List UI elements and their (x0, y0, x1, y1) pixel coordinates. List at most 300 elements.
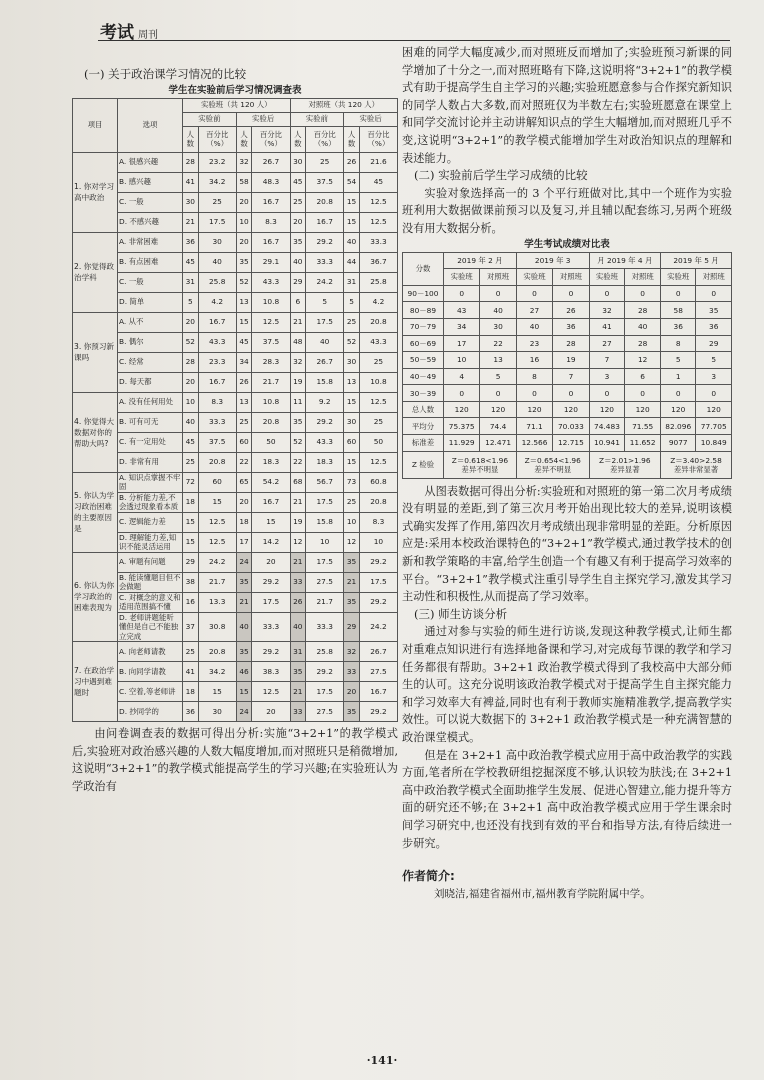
value-cell: 29 (344, 612, 360, 642)
row-label-cell: 30－39 (403, 385, 444, 402)
value-cell: 26 (236, 372, 252, 392)
value-cell: 33.3 (198, 412, 236, 432)
value-cell: 25 (359, 412, 397, 432)
table-row (403, 285, 732, 302)
value-cell: 15 (252, 512, 290, 532)
value-cell: 29.2 (359, 592, 397, 612)
value-cell: 10.8 (252, 392, 290, 412)
value-cell: 20 (290, 212, 306, 232)
value-cell: 120 (516, 401, 552, 418)
value-cell: 30 (344, 412, 360, 432)
value-cell: 5 (183, 292, 199, 312)
table-row (73, 702, 398, 722)
value-cell: 21.6 (359, 152, 397, 172)
value-cell: 3 (696, 368, 732, 385)
value-cell: 30 (198, 232, 236, 252)
value-cell: 54 (344, 172, 360, 192)
table-row (73, 512, 398, 532)
value-cell: 18.3 (306, 452, 344, 472)
value-cell: 34.2 (198, 662, 236, 682)
table1-head-count: 人数 (183, 126, 199, 152)
option-cell: B. 可有可无 (118, 412, 183, 432)
value-cell: 10.941 (589, 435, 625, 452)
value-cell: 0 (589, 385, 625, 402)
value-cell: 3 (589, 368, 625, 385)
question-cell: 2. 你觉得政治学科 (73, 232, 118, 312)
value-cell: 22 (290, 452, 306, 472)
table-row (73, 352, 398, 372)
option-cell: D. 每天都 (118, 372, 183, 392)
value-cell: 29.2 (252, 572, 290, 592)
table2-head-month: 2019 年 3 (516, 252, 589, 269)
value-cell: 77.705 (696, 418, 732, 435)
value-cell: 28 (553, 335, 589, 352)
value-cell: 4.2 (359, 292, 397, 312)
value-cell: 25 (344, 492, 360, 512)
ztest-cell (516, 451, 589, 478)
value-cell: 11.652 (625, 435, 661, 452)
value-cell: 36 (183, 232, 199, 252)
ztest-value: Z＝2.01>1.96 (599, 455, 651, 465)
value-cell: 12.5 (252, 312, 290, 332)
table1-head-pct: 百分比（%） (252, 126, 290, 152)
value-cell: 10 (344, 512, 360, 532)
table2-head-month: 2019 年 5 月 (661, 252, 732, 269)
value-cell: 6 (625, 368, 661, 385)
option-cell: B. 分析能力差,不会透过现象看本质 (118, 492, 183, 512)
option-cell: B. 向同学请教 (118, 662, 183, 682)
value-cell: 17 (236, 532, 252, 552)
value-cell: 25 (359, 352, 397, 372)
value-cell: 26.7 (306, 352, 344, 372)
option-cell: C. 经常 (118, 352, 183, 372)
value-cell: 31 (290, 642, 306, 662)
table-row (73, 642, 398, 662)
value-cell: 28.3 (252, 352, 290, 372)
value-cell: 21 (290, 312, 306, 332)
option-cell: A. 没有任何用处 (118, 392, 183, 412)
table-row (73, 532, 398, 552)
section-title-2: (二) 实验前后学生学习成绩的比较 (414, 168, 588, 183)
value-cell: 41 (183, 172, 199, 192)
value-cell: 74.4 (480, 418, 516, 435)
value-cell: 29.2 (359, 552, 397, 572)
table-row (73, 252, 398, 272)
value-cell: 22 (480, 335, 516, 352)
value-cell: 28 (625, 335, 661, 352)
value-cell: 15 (198, 492, 236, 512)
table2-head-ctrl: 对照班 (625, 269, 661, 286)
table1-head-option: 选项 (118, 98, 183, 152)
value-cell: 12.5 (252, 682, 290, 702)
left-column (72, 66, 398, 795)
value-cell: 15 (344, 212, 360, 232)
value-cell: 0 (625, 385, 661, 402)
value-cell: 32 (344, 642, 360, 662)
value-cell: 10 (306, 532, 344, 552)
table-row (73, 152, 398, 172)
table-row (73, 332, 398, 352)
question-cell: 1. 你对学习高中政治 (73, 152, 118, 232)
value-cell: 27 (589, 335, 625, 352)
value-cell: 16.7 (198, 372, 236, 392)
value-cell: 25 (183, 452, 199, 472)
table-row (73, 612, 398, 642)
value-cell: 15.8 (306, 512, 344, 532)
row-label-cell: 70－79 (403, 318, 444, 335)
value-cell: 120 (480, 401, 516, 418)
table1-head-after: 实验后 (236, 112, 290, 126)
table-row (403, 401, 732, 418)
value-cell: 6 (290, 292, 306, 312)
experiment-description: 实验对象选择高一的 3 个平行班做对比,其中一个班作为实验班利用大数据做课前预习以及复习,并且辅以配套练习,另两个班级没有用大数据分析。 (402, 186, 732, 235)
question-cell: 6. 你认为你学习政治的困难表现为 (73, 552, 118, 642)
value-cell: 71.1 (516, 418, 552, 435)
table-row (73, 292, 398, 312)
value-cell: 8.3 (359, 512, 397, 532)
option-cell: B. 偶尔 (118, 332, 183, 352)
table-row (403, 451, 732, 478)
value-cell: 20.8 (198, 452, 236, 472)
value-cell: 5 (696, 352, 732, 369)
value-cell: 28 (625, 302, 661, 319)
row-label-cell: 总人数 (403, 401, 444, 418)
value-cell: 60 (236, 432, 252, 452)
value-cell: 0 (696, 285, 732, 302)
table2-head-score: 分数 (403, 252, 444, 285)
value-cell: 36 (183, 702, 199, 722)
value-cell: 16.7 (198, 312, 236, 332)
value-cell: 1 (661, 368, 696, 385)
option-cell: A. 向老师请教 (118, 642, 183, 662)
value-cell: 21 (290, 552, 306, 572)
value-cell: 25 (306, 152, 344, 172)
value-cell: 32 (290, 352, 306, 372)
table1-head-count: 人数 (290, 126, 306, 152)
row-label-cell: 平均分 (403, 418, 444, 435)
value-cell: 40 (516, 318, 552, 335)
value-cell: 120 (589, 401, 625, 418)
value-cell: 60 (198, 472, 236, 492)
value-cell: 13 (344, 372, 360, 392)
table-row (73, 212, 398, 232)
value-cell: 4 (444, 368, 480, 385)
right-column (402, 44, 732, 903)
option-cell: C. 一般 (118, 192, 183, 212)
table2-head-exp: 实验班 (444, 269, 480, 286)
value-cell: 12.5 (359, 452, 397, 472)
value-cell: 26.7 (252, 152, 290, 172)
option-cell: C. 逻辑能力差 (118, 512, 183, 532)
table-row (403, 385, 732, 402)
value-cell: 37.5 (198, 432, 236, 452)
value-cell: 35 (344, 552, 360, 572)
survey-table (72, 98, 398, 723)
value-cell: 19 (553, 352, 589, 369)
question-cell: 4. 你觉得大数据对你的帮助大吗? (73, 392, 118, 472)
value-cell: 0 (516, 285, 552, 302)
value-cell: 0 (553, 285, 589, 302)
option-cell: D. 不感兴趣 (118, 212, 183, 232)
value-cell: 74.483 (589, 418, 625, 435)
option-cell: D. 非常有用 (118, 452, 183, 472)
value-cell: 34 (236, 352, 252, 372)
table2-head-ctrl: 对照班 (480, 269, 516, 286)
value-cell: 0 (696, 385, 732, 402)
value-cell: 12.715 (553, 435, 589, 452)
table1-head-pct: 百分比（%） (306, 126, 344, 152)
value-cell: 43 (444, 302, 480, 319)
value-cell: 15 (344, 392, 360, 412)
value-cell: 25 (290, 192, 306, 212)
option-cell: B. 能读懂题目但不会做题 (119, 572, 181, 592)
value-cell: 10.849 (696, 435, 732, 452)
value-cell: 20.8 (252, 412, 290, 432)
value-cell: 35 (236, 572, 252, 592)
value-cell: 20.8 (306, 192, 344, 212)
value-cell: 29.2 (306, 232, 344, 252)
value-cell: 70.033 (553, 418, 589, 435)
value-cell: 50 (252, 432, 290, 452)
table1-caption: 学生在实验前后学习情况调查表 (168, 84, 302, 96)
table-row (73, 682, 398, 702)
value-cell: 120 (661, 401, 696, 418)
table1-head-pct: 百分比（%） (359, 126, 397, 152)
ztest-value: Z＝3.40>2.58 (670, 455, 722, 465)
value-cell: 20 (344, 682, 360, 702)
value-cell: 24.2 (306, 272, 344, 292)
value-cell: 52 (290, 432, 306, 452)
value-cell: 38 (183, 572, 199, 592)
table-row (403, 302, 732, 319)
value-cell: 48 (290, 332, 306, 352)
value-cell: 35 (344, 592, 360, 612)
value-cell: 12.566 (516, 435, 552, 452)
table2-caption: 学生考试成绩对比表 (524, 238, 610, 250)
value-cell: 72 (183, 472, 199, 492)
value-cell: 120 (444, 401, 480, 418)
value-cell: 15 (183, 532, 199, 552)
table-row (73, 412, 398, 432)
table2-head-ctrl: 对照班 (696, 269, 732, 286)
value-cell: 29.2 (306, 412, 344, 432)
journal-brand: 考试 (100, 23, 134, 43)
value-cell: 10 (236, 212, 252, 232)
value-cell: 45 (290, 172, 306, 192)
value-cell: 30.8 (198, 612, 236, 642)
value-cell: 37 (183, 612, 199, 642)
table-row (73, 172, 398, 192)
value-cell: 20.8 (198, 642, 236, 662)
table-row (73, 492, 398, 512)
value-cell: 31 (183, 272, 199, 292)
header-rule (98, 40, 730, 41)
ztest-note: 差异不明显 (534, 464, 572, 474)
option-cell: A. 知识点掌握不牢固 (118, 472, 183, 492)
row-label-cell: 90－100 (403, 285, 444, 302)
value-cell: 17.5 (306, 552, 344, 572)
value-cell: 29 (183, 552, 199, 572)
ztest-cell (661, 451, 732, 478)
value-cell: 24.2 (359, 612, 397, 642)
value-cell: 52 (344, 332, 360, 352)
value-cell: 60 (344, 432, 360, 452)
value-cell: 25.8 (306, 642, 344, 662)
value-cell: 30 (198, 702, 236, 722)
value-cell: 25 (236, 412, 252, 432)
value-cell: 120 (625, 401, 661, 418)
option-cell: D. 老师讲题能听懂但是自己不能独立完成 (118, 612, 183, 642)
value-cell: 60.8 (359, 472, 397, 492)
survey-analysis-continued: 困难的同学大幅度减少,而对照班反而增加了;实验班预习新课的同学增加了十分之一,而对照班略有下降,这说明将“3+2+1”的教学模式有助于提高学生自主学习的兴趣;实验班愿意参与合作探究新知识的同学人数占大多数,而对照班仅为半数左右;实验班愿意在课堂上和同学交流讨论并主动讲解知识点的学生大幅增加,而对照班几乎不变,这说明“3+2+1”的教学模式能增加学生对政治知识点的理解和表述能力。 (402, 46, 732, 165)
question-cell: 5. 你认为学习政治困难的主要原因是 (73, 472, 118, 552)
value-cell: 20 (252, 552, 290, 572)
journal-subtitle: 周刊 (138, 30, 158, 41)
value-cell: 13 (480, 352, 516, 369)
table-row (403, 352, 732, 369)
value-cell: 18 (236, 512, 252, 532)
value-cell: 35 (236, 252, 252, 272)
table-row (73, 372, 398, 392)
value-cell: 15 (344, 452, 360, 472)
author-label: 作者简介: (402, 869, 455, 884)
table1-head-ctrl: 对照班（共 120 人） (290, 98, 398, 112)
value-cell: 40 (306, 332, 344, 352)
value-cell: 35 (290, 412, 306, 432)
value-cell: 25.8 (359, 272, 397, 292)
ztest-note: 差异非常显著 (673, 464, 719, 474)
value-cell: 41 (589, 318, 625, 335)
value-cell: 35 (290, 662, 306, 682)
value-cell: 58 (661, 302, 696, 319)
value-cell: 35 (236, 642, 252, 662)
value-cell: 21 (183, 212, 199, 232)
value-cell: 0 (444, 385, 480, 402)
value-cell: 29 (290, 272, 306, 292)
option-cell: C. 有一定用处 (118, 432, 183, 452)
value-cell: 21 (344, 572, 360, 592)
value-cell: 33.3 (306, 252, 344, 272)
value-cell: 40 (480, 302, 516, 319)
value-cell: 43.3 (359, 332, 397, 352)
value-cell: 27.5 (359, 662, 397, 682)
option-cell: C. 空着,等老师讲 (118, 682, 183, 702)
value-cell: 41 (183, 662, 199, 682)
value-cell: 8.3 (252, 212, 290, 232)
value-cell: 29.2 (252, 642, 290, 662)
value-cell: 21.7 (306, 592, 344, 612)
value-cell: 40 (290, 252, 306, 272)
option-cell: A. 从不 (118, 312, 183, 332)
value-cell: 40 (625, 318, 661, 335)
value-cell: 29.2 (359, 702, 397, 722)
value-cell: 52 (183, 332, 199, 352)
value-cell: 82.096 (661, 418, 696, 435)
option-cell: B. 感兴趣 (118, 172, 183, 192)
value-cell: 27.5 (306, 572, 344, 592)
value-cell: 13.3 (198, 592, 236, 612)
value-cell: 30 (344, 352, 360, 372)
value-cell: 56.7 (306, 472, 344, 492)
table1-head-count: 人数 (236, 126, 252, 152)
value-cell: 33.3 (306, 612, 344, 642)
row-label-cell: 40－49 (403, 368, 444, 385)
value-cell: 15.8 (306, 372, 344, 392)
ztest-cell (589, 451, 660, 478)
value-cell: 15 (236, 312, 252, 332)
value-cell: 5 (480, 368, 516, 385)
section-title-3: (三) 师生访谈分析 (414, 606, 508, 621)
option-cell: B. 有点困难 (118, 252, 183, 272)
value-cell: 0 (480, 285, 516, 302)
value-cell: 26 (553, 302, 589, 319)
table-row (73, 392, 398, 412)
value-cell: 20 (236, 232, 252, 252)
value-cell: 21 (236, 592, 252, 612)
value-cell: 0 (480, 385, 516, 402)
value-cell: 22 (236, 452, 252, 472)
value-cell: 8 (661, 335, 696, 352)
value-cell: 0 (625, 285, 661, 302)
table-row (403, 318, 732, 335)
author-info: 刘晓洁,福建省福州市,福州教育学院附属中学。 (434, 887, 651, 900)
value-cell: 36 (553, 318, 589, 335)
value-cell: 34.2 (198, 172, 236, 192)
value-cell: 12 (290, 532, 306, 552)
value-cell: 25.8 (198, 272, 236, 292)
value-cell: 21.7 (198, 572, 236, 592)
table-row (73, 272, 398, 292)
table-row (73, 472, 398, 492)
ztest-label-cell: Z 检验 (403, 451, 444, 478)
interview-paragraph: 通过对参与实验的师生进行访谈,发现这种教学模式,让师生都对重难点知识进行有选择地备课和学习,对完成每节课的教学和学习任务都很有帮助。3+2+1 政治教学模式得到了我校高中大部分师生的认可。这充分说明该政治教学模式对于提高学生自主探究能力和学习效率大有裨益,同时也有利于教师实施精准教学,提高教学实效性。可以说大数据下的 3+2+1 政治教学模式是一种充满智慧的政治课堂模式。 (402, 625, 732, 744)
value-cell: 13 (236, 292, 252, 312)
value-cell: 31 (344, 272, 360, 292)
value-cell: 32 (236, 152, 252, 172)
option-cell: A. 很感兴趣 (118, 152, 183, 172)
table-row (73, 232, 398, 252)
value-cell: 33.3 (359, 232, 397, 252)
value-cell: 4.2 (198, 292, 236, 312)
value-cell: 25 (183, 642, 199, 662)
value-cell: 15 (236, 682, 252, 702)
value-cell: 26 (344, 152, 360, 172)
score-analysis-paragraph: 从图表数据可得出分析:实验班和对照班的第一第二次月考成绩没有明显的差距,到了第三次月考开始出现比较大的差异,说明该模式确实发挥了作用,第四次月考成绩出现非常明显的差距。分析原因应是:采用本校政治课特色的“3+2+1”教学模式,通过教学技术的创新和教学策略的丰富,给学生创造一个有趣又有利于提高学习效率的平台。“3+2+1”教学模式注重引导学生自主探究学习,激发其学习主动性和积极性,从而提高了学习效率。 (402, 484, 732, 604)
value-cell: 9077 (661, 435, 696, 452)
value-cell: 30 (480, 318, 516, 335)
option-cell: D. 抄同学的 (118, 702, 183, 722)
section-title-1: (一) 关于政治课学习情况的比较 (84, 67, 247, 81)
value-cell: 0 (661, 385, 696, 402)
value-cell: 40 (183, 412, 199, 432)
value-cell: 11 (290, 392, 306, 412)
value-cell: 20.8 (359, 492, 397, 512)
value-cell: 35 (696, 302, 732, 319)
value-cell: 27 (516, 302, 552, 319)
row-label-cell: 50－59 (403, 352, 444, 369)
value-cell: 27.5 (306, 702, 344, 722)
page-number: ·141· (366, 1054, 398, 1067)
value-cell: 5 (344, 292, 360, 312)
value-cell: 15 (198, 682, 236, 702)
value-cell: 29.2 (306, 662, 344, 682)
value-cell: 33 (290, 702, 306, 722)
table-row (73, 592, 398, 612)
value-cell: 14.2 (252, 532, 290, 552)
value-cell: 12.5 (359, 392, 397, 412)
value-cell: 5 (306, 292, 344, 312)
question-cell: 7. 在政治学习中遇到难题时 (73, 642, 118, 722)
